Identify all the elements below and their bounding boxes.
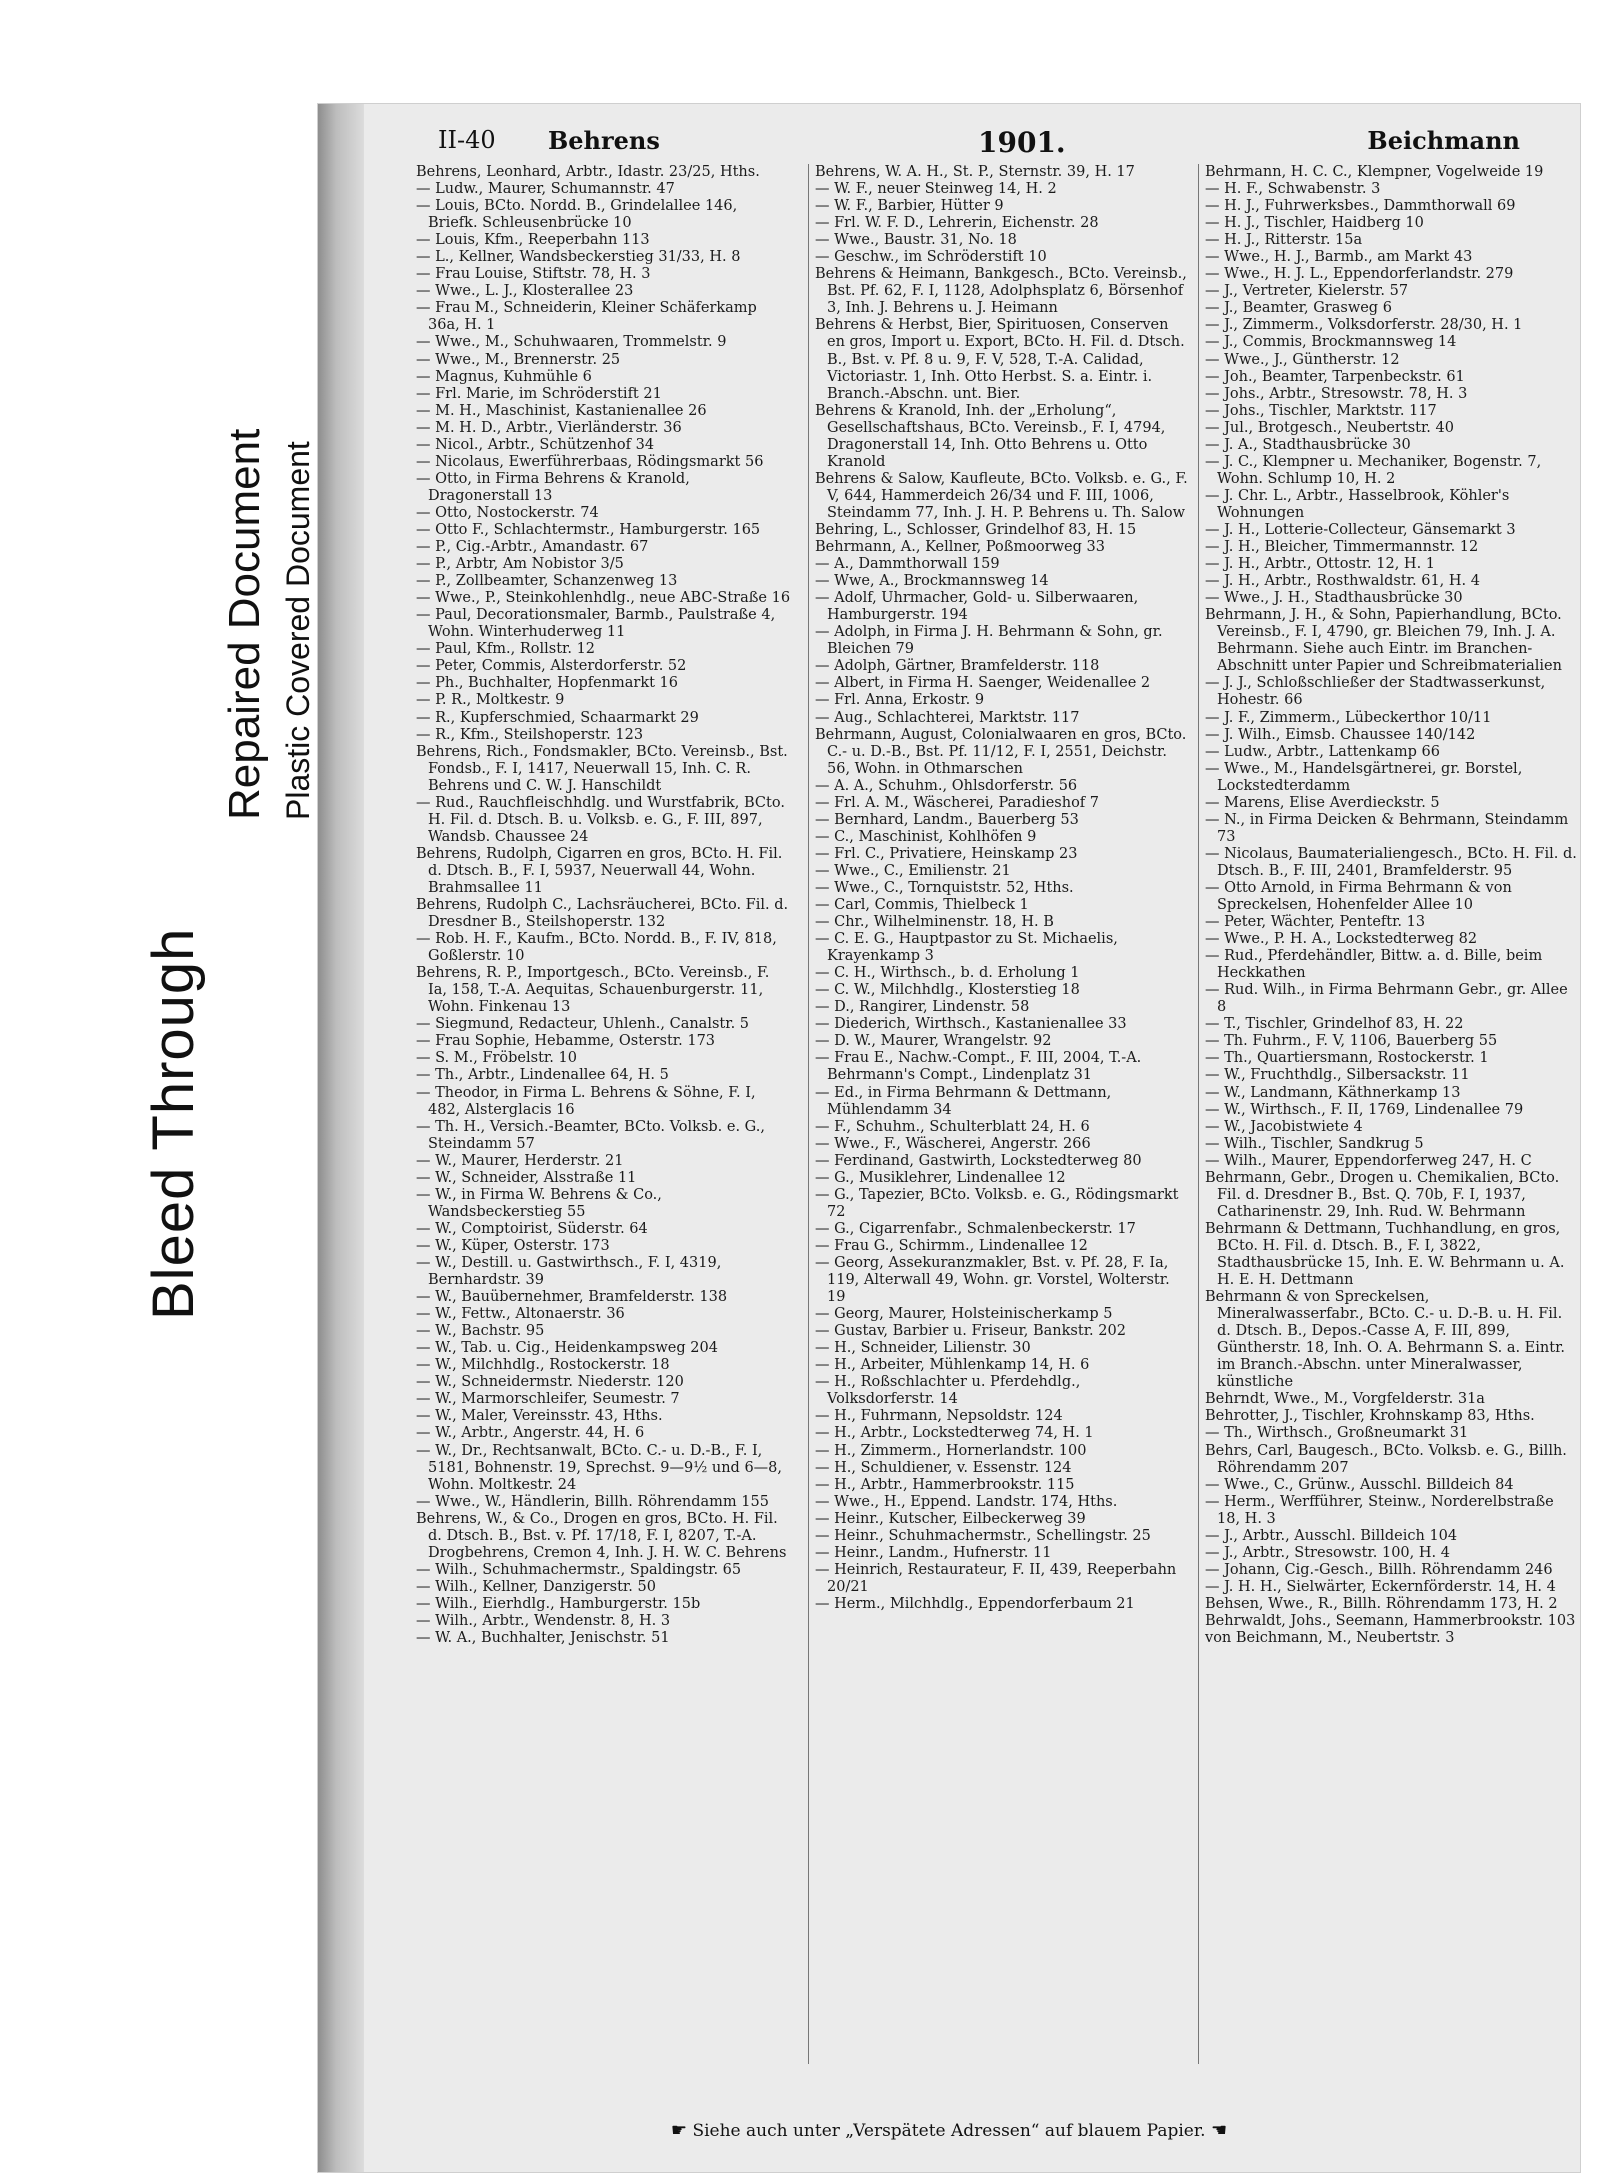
directory-entry: — P., Zollbeamter, Schanzenweg 13 [416,573,678,590]
directory-entry: — Louis, Kfm., Reeperbahn 113 [416,232,650,249]
directory-entry: — Chr., Wilhelminenstr. 18, H. B [815,914,1054,931]
directory-entry: — M. H., Maschinist, Kastanienallee 26 [416,402,707,419]
directory-entry: — Nicolaus, Baumaterialiengesch., BCto. H. Fil. d. Dtsch. B., F. III, 2401, Bramfelderstr. 95 [1205,845,1577,879]
directory-entry: — L., Kellner, Wandsbeckerstieg 31/33, H. 8 [416,249,741,266]
directory-entry: — Ph., Buchhalter, Hopfenmarkt 16 [416,675,679,692]
directory-entry: — Ludw., Arbtr., Lattenkamp 66 [1205,743,1440,760]
directory-entry: — Rud., Pferdehändler, Bittw. a. d. Bille, beim Heckkathen [1205,948,1543,982]
directory-entry: Behrmann, August, Colonialwaaren en gros, BCto. C.- u. D.-B., Bst. Pf. 11/12, F. I, 2551, Deichstr. 56, Wohn. in Othmarschen [815,726,1187,777]
directory-entry: Behrmann, Gebr., Drogen u. Chemikalien, BCto. Fil. d. Dresdner B., Bst. Q. 70b, F. I, 1937, Catharinenstr. 29, Inh. Rud. W. Behrmann [1205,1169,1560,1220]
directory-entry: — W., Schneider, Alsstraße 11 [416,1169,637,1186]
directory-entry: — W., in Firma W. Behrens & Co., Wandsbeckerstieg 55 [416,1186,662,1220]
directory-entry: — J. F., Zimmerm., Lübeckerthor 10/11 [1205,709,1492,726]
directory-entry: Behrmann, H. C. C., Klempner, Vogelweide 19 [1205,164,1544,180]
directory-entry: — P., Cig.-Arbtr., Amandastr. 67 [416,539,649,556]
directory-entry: — Wwe., L. J., Klosterallee 23 [416,283,634,300]
directory-entry: Behrens & Kranold, Inh. der „Erholung“, Gesellschaftshaus, BCto. Vereinsb., F. I, 4794, Dragonerstall 14, Inh. Otto Behrens u. Otto Kranold [815,402,1166,470]
directory-entry: — Ed., in Firma Behrmann & Dettmann, Mühlendamm 34 [815,1084,1112,1118]
directory-entry: — Wwe., M., Brennerstr. 25 [416,351,621,368]
directory-entry: — H., Zimmerm., Hornerlandstr. 100 [815,1442,1087,1459]
directory-entry: Behrndt, Wwe., M., Vorgfelderstr. 31a [1205,1391,1485,1408]
directory-entry: — Wwe., Baustr. 31, No. 18 [815,232,1017,249]
directory-entry: — Paul, Kfm., Rollstr. 12 [416,641,596,658]
directory-entry: — C. E. G., Hauptpastor zu St. Michaelis, Krayenkamp 3 [815,931,1118,965]
directory-entry: — Frau Sophie, Hebamme, Osterstr. 173 [416,1033,716,1050]
directory-entry: — H., Schuldiener, v. Essenstr. 124 [815,1459,1072,1476]
directory-entry: — G., Cigarrenfabr., Schmalenbeckerstr. 17 [815,1220,1136,1237]
directory-entry: — Wwe., P. H. A., Lockstedterweg 82 [1205,931,1478,948]
directory-entry: — Rud., Rauchfleischhdlg. und Wurstfabrik, BCto. H. Fil. d. Dtsch. B. u. Volksb. e. G., F. III, 897, Wandsb. Chaussee 24 [416,794,785,845]
directory-entry: Behrens, Rudolph, Cigarren en gros, BCto. H. Fil. d. Dtsch. B., F. I, 5937, Neuerwall 44, Wohn. Brahmsallee 11 [416,845,783,896]
directory-entry: — Otto, Nostockerstr. 74 [416,504,599,521]
directory-entry: — W., Wirthsch., F. II, 1769, Lindenallee 79 [1205,1101,1524,1118]
directory-entry: Behrens, W., & Co., Drogen en gros, BCto. H. Fil. d. Dtsch. B., Bst. v. Pf. 17/18, F. I, 8207, T.-A. Drogbehrens, Cremon 4, Inh. J. H. W. C. Behrens [416,1510,787,1561]
directory-entry: — W., Comptoirist, Süderstr. 64 [416,1220,648,1237]
directory-entry: — J. H., Lotterie-Collecteur, Gänsemarkt 3 [1205,521,1516,538]
directory-entry: — Louis, BCto. Nordd. B., Grindelallee 146, Briefk. Schleusenbrücke 10 [416,198,738,232]
directory-entry: — Th. H., Versich.-Beamter, BCto. Volksb. e. G., Steindamm 57 [416,1118,765,1152]
directory-entry: — Johs., Tischler, Marktstr. 117 [1205,402,1437,419]
directory-entry: Behrotter, J., Tischler, Krohnskamp 83, Hths. [1205,1408,1535,1425]
directory-entry: — Nicolaus, Ewerführerbaas, Rödingsmarkt 56 [416,453,764,470]
directory-entry: — W., Maurer, Herderstr. 21 [416,1152,624,1169]
directory-entry: — C. H., Wirthsch., b. d. Erholung 1 [815,965,1080,982]
directory-entry: — G., Musiklehrer, Lindenallee 12 [815,1169,1066,1186]
directory-entry: — Paul, Decorationsmaler, Barmb., Paulstraße 4, Wohn. Winterhuderweg 11 [416,607,776,641]
directory-entry: — Adolph, in Firma J. H. Behrmann & Sohn, gr. Bleichen 79 [815,624,1163,658]
directory-entry: — Theodor, in Firma L. Behrens & Söhne, F. I, 482, Alsterglacis 16 [416,1084,756,1118]
directory-entry: — Aug., Schlachterei, Marktstr. 117 [815,709,1080,726]
directory-entry: — A. A., Schuhm., Ohlsdorferstr. 56 [815,777,1078,794]
directory-entry: — H., Arbeiter, Mühlenkamp 14, H. 6 [815,1357,1090,1374]
directory-entry: — Wilh., Eierhdlg., Hamburgerstr. 15b [416,1595,701,1612]
directory-entry: — D., Rangirer, Lindenstr. 58 [815,999,1030,1016]
directory-entry: — Heinr., Landm., Hufnerstr. 11 [815,1544,1052,1561]
directory-entry: — Otto, in Firma Behrens & Kranold, Dragonerstall 13 [416,470,690,504]
column-2 [808,164,1190,2064]
directory-entry: — Geschw., im Schröderstift 10 [815,249,1047,266]
directory-entry: — Frl. Anna, Erkostr. 9 [815,692,985,709]
page-number: II-40 [438,126,496,154]
directory-entry: Behrs, Carl, Baugesch., BCto. Volksb. e. G., Billh. Röhrendamm 207 [1205,1442,1567,1476]
directory-entry: — W., Marmorschleifer, Seumestr. 7 [416,1391,680,1408]
directory-entry: — Jul., Brotgesch., Neubertstr. 40 [1205,419,1454,436]
directory-entry: — J., Vertreter, Kielerstr. 57 [1205,283,1409,300]
directory-entry: — W., Küper, Osterstr. 173 [416,1237,610,1254]
directory-entry: Behsen, Wwe., R., Billh. Röhrendamm 173, H. 2 [1205,1595,1558,1612]
directory-entry: — Frl. C., Privatiere, Heinskamp 23 [815,845,1078,862]
directory-entry: Behrens, R. P., Importgesch., BCto. Vereinsb., F. Ia, 158, T.-A. Aequitas, Schauenburgerstr. 11, Wohn. Finkenau 13 [416,965,770,1016]
directory-entry: — H., Roßschlachter u. Pferdehdlg., Volksdorferstr. 14 [815,1374,1081,1408]
directory-entry: — Wilh., Arbtr., Wendenstr. 8, H. 3 [416,1612,671,1629]
directory-entry: — Ludw., Maurer, Schumannstr. 47 [416,181,675,198]
directory-entry: — Wwe., H. J., Barmb., am Markt 43 [1205,249,1473,266]
directory-entry: — T., Tischler, Grindelhof 83, H. 22 [1205,1016,1464,1033]
directory-entry: Behrmann, J. H., & Sohn, Papierhandlung, BCto. Vereinsb., F. I, 4790, gr. Bleichen 79, Inh. J. A. Behrmann. Siehe auch Eintr. im Branchen-Abschnitt unter Papier und Schreibmaterialien [1205,607,1562,675]
directory-entry: — Wwe., C., Emilienstr. 21 [815,862,1011,879]
directory-entry: — J., Arbtr., Stresowstr. 100, H. 4 [1205,1544,1450,1561]
directory-entry: — Peter, Wächter, Penteftr. 13 [1205,914,1426,931]
directory-entry: — W., Fettw., Altonaerstr. 36 [416,1306,625,1323]
directory-entry: — Frau E., Nachw.-Compt., F. III, 2004, T.-A. Behrmann's Compt., Lindenplatz 31 [815,1050,1142,1084]
directory-entry: — Carl, Commis, Thielbeck 1 [815,897,1029,914]
directory-entry: — P., Arbtr, Am Nobistor 3/5 [416,556,624,573]
directory-entry: — Wilh., Schuhmachermstr., Spaldingstr. 65 [416,1561,742,1578]
directory-entry: — Rud. Wilh., in Firma Behrmann Gebr., gr. Allee 8 [1205,982,1568,1016]
directory-entry: — Wwe., H. J. L., Eppendorferlandstr. 279 [1205,266,1514,283]
directory-entry: — H. J., Fuhrwerksbes., Dammthorwall 69 [1205,198,1516,215]
directory-entry: Behrens, W. A. H., St. P., Sternstr. 39, H. 17 [815,164,1135,180]
directory-entry: — Diederich, Wirthsch., Kastanienallee 33 [815,1016,1127,1033]
directory-entry: — H., Schneider, Lilienstr. 30 [815,1340,1031,1357]
page-footer [318,2120,1580,2141]
directory-entry: — Herm., Milchhdlg., Eppendorferbaum 21 [815,1595,1135,1612]
directory-entry: — Magnus, Kuhmühle 6 [416,368,592,385]
directory-entry: — D. W., Maurer, Wrangelstr. 92 [815,1033,1052,1050]
directory-entry: Behrens, Rich., Fondsmakler, BCto. Vereinsb., Bst. Fondsb., F. I, 1417, Neuerwall 15, Inh. C. R. Behrens und C. W. J. Hanschildt [416,743,788,794]
directory-entry: — F., Schuhm., Schulterblatt 24, H. 6 [815,1118,1090,1135]
directory-entry: Behrmann & Dettmann, Tuchhandlung, en gros, BCto. H. Fil. d. Dtsch. B., F. I, 3822, Stadthausbrücke 15, Inh. E. W. Behrmann u. A. H. E. H. Dettmann [1205,1220,1565,1289]
directory-entry: — Georg, Assekuranzmakler, Bst. v. Pf. 28, F. Ia, 119, Alterwall 49, Wohn. gr. Vorstel, Wolterstr. 19 [815,1255,1170,1306]
directory-entry: — Frau G., Schirmm., Lindenallee 12 [815,1237,1088,1254]
directory-entry: — R., Kfm., Steilshoperstr. 123 [416,726,644,743]
bleed-through-label: Bleed Through [141,927,206,1320]
directory-entry: — Wwe., P., Steinkohlenhdlg., neue ABC-Straße 16 [416,590,791,607]
directory-entry: — J., Zimmerm., Volksdorferstr. 28/30, H. 1 [1205,317,1523,334]
directory-entry: — W., Landmann, Käthnerkamp 13 [1205,1084,1461,1101]
directory-entry: — C., Maschinist, Kohlhöfen 9 [815,828,1037,845]
directory-entry: — Wilh., Tischler, Sandkrug 5 [1205,1135,1424,1152]
directory-entry: — R., Kupferschmied, Schaarmarkt 29 [416,709,699,726]
directory-entry: — Adolf, Uhrmacher, Gold- u. Silberwaaren, Hamburgerstr. 194 [815,590,1139,624]
directory-entry: — W., Destill. u. Gastwirthsch., F. I, 4319, Bernhardstr. 39 [416,1255,722,1289]
directory-entry: — Wwe., J. H., Stadthausbrücke 30 [1205,590,1463,607]
directory-entry: — Heinr., Kutscher, Eilbeckerweg 39 [815,1510,1086,1527]
directory-entry: — J. Chr. L., Arbtr., Hasselbrook, Köhler's Wohnungen [1205,487,1510,521]
directory-entry: — Wilh., Kellner, Danzigerstr. 50 [416,1578,656,1595]
header-right-name: Beichmann [1367,126,1520,155]
directory-entry: — Otto F., Schlachtermstr., Hamburgerstr. 165 [416,521,761,538]
directory-entry: — W., Schneidermstr. Niederstr. 120 [416,1374,684,1391]
directory-entry: — W., Milchhdlg., Rostockerstr. 18 [416,1357,670,1374]
page-header [438,126,1520,166]
directory-entry: — Albert, in Firma H. Saenger, Weidenallee 2 [815,675,1151,692]
directory-entry: — Johann, Cig.-Gesch., Billh. Röhrendamm 246 [1205,1561,1553,1578]
directory-entry: — W., Tab. u. Cig., Heidenkampsweg 204 [416,1340,718,1357]
directory-entry: — Wwe., H., Eppend. Landstr. 174, Hths. [815,1493,1118,1510]
directory-entry: — W., Dr., Rechtsanwalt, BCto. C.- u. D.-B., F. I, 5181, Bohnenstr. 19, Sprechst. 9—9½ und 6—8, Wohn. Moltkestr. 24 [416,1442,783,1493]
directory-entry: — J. H. H., Sielwärter, Eckernförderstr. 14, H. 4 [1205,1578,1556,1595]
directory-entry: — H., Fuhrmann, Nepsoldstr. 124 [815,1408,1063,1425]
repaired-document-label: Repaired Document [220,428,269,820]
directory-entry: — Heinr., Schuhmachermstr., Schellingstr. 25 [815,1527,1151,1544]
directory-entry: — J. J., Schloßschließer der Stadtwasserkunst, Hohestr. 66 [1205,675,1546,709]
column-1 [416,164,791,1647]
directory-entry: — W., Maler, Vereinsstr. 43, Hths. [416,1408,663,1425]
directory-entry: — Gustav, Barbier u. Friseur, Bankstr. 202 [815,1323,1126,1340]
directory-entry: — Wwe., M., Handelsgärtnerei, gr. Borstel, Lockstedterdamm [1205,760,1523,794]
directory-entry: — S. M., Fröbelstr. 10 [416,1050,577,1067]
directory-entry: — H. J., Ritterstr. 15a [1205,232,1363,249]
directory-entry: Behrens & Herbst, Bier, Spirituosen, Conserven en gros, Import u. Export, BCto. H. Fil. d. Dtsch. B., Bst. v. Pf. 8 u. 9, F. V, 528, T.-A. Calidad, Victoriastr. 1, Inh. Otto Herbst. S. a. Eintr. i. Branch.-Abschn. unt. Bier. [815,317,1185,402]
directory-entry: Behrens & Salow, Kaufleute, BCto. Volksb. e. G., F. V, 644, Hammerdeich 26/34 und F. III, 1006, Steindamm 77, Inh. J. H. P. Behrens u. Th. Salow [815,470,1188,521]
directory-entry: — H. F., Schwabenstr. 3 [1205,181,1381,198]
directory-entry: — J. C., Klempner u. Mechaniker, Bogenstr. 7, Wohn. Schlump 10, H. 2 [1205,453,1542,487]
pointing-hand-right-icon: ☛ [670,2120,688,2141]
directory-entry: — W. A., Buchhalter, Jenischstr. 51 [416,1630,670,1647]
directory-entry: — Herm., Werfführer, Steinw., Norderelbstraße 18, H. 3 [1205,1493,1554,1527]
directory-entry: — Th., Wirthsch., Großneumarkt 31 [1205,1425,1469,1442]
directory-entry: — H., Arbtr., Lockstedterweg 74, H. 1 [815,1425,1094,1442]
directory-entry: — W., Bauübernehmer, Bramfelderstr. 138 [416,1289,728,1306]
directory-entry: — Rob. H. F., Kaufm., BCto. Nordd. B., F. IV, 818, Goßlerstr. 10 [416,931,777,965]
directory-entry: — Frl. W. F. D., Lehrerin, Eichenstr. 28 [815,215,1099,232]
directory-entry: — Wwe., W., Händlerin, Billh. Röhrendamm 155 [416,1493,769,1510]
directory-entry: — Wilh., Maurer, Eppendorferweg 247, H. C [1205,1152,1532,1169]
directory-entry: — W. F., Barbier, Hütter 9 [815,198,1004,215]
directory-entry: Behring, L., Schlosser, Grindelhof 83, H. 15 [815,521,1137,538]
directory-entry: — J. Wilh., Eimsb. Chaussee 140/142 [1205,726,1476,743]
directory-entry: — W., Arbtr., Angerstr. 44, H. 6 [416,1425,645,1442]
directory-entry: — Th. Fuhrm., F. V, 1106, Bauerberg 55 [1205,1033,1498,1050]
directory-entry: — W., Fruchthdlg., Silbersackstr. 11 [1205,1067,1470,1084]
directory-entry: — J., Beamter, Grasweg 6 [1205,300,1392,317]
directory-entry: — J. H., Bleicher, Timmermannstr. 12 [1205,539,1479,556]
directory-entry: — Johs., Arbtr., Stresowstr. 78, H. 3 [1205,385,1468,402]
directory-entry: — Th., Quartiersmann, Rostockerstr. 1 [1205,1050,1489,1067]
directory-entry: — Joh., Beamter, Tarpenbeckstr. 61 [1205,368,1465,385]
directory-entry: — J. A., Stadthausbrücke 30 [1205,436,1411,453]
directory-entry: Behrens, Rudolph C., Lachsräucherei, BCto. Fil. d. Dresdner B., Steilshoperstr. 132 [416,897,789,931]
directory-entry: — G., Tapezier, BCto. Volksb. e. G., Rödingsmarkt 72 [815,1186,1179,1220]
directory-entry: — Georg, Maurer, Holsteinischerkamp 5 [815,1306,1113,1323]
directory-entry: Behrens, Leonhard, Arbtr., Idastr. 23/25, Hths. [416,164,760,180]
footer-note: Siehe auch unter „Verspätete Adressen“ auf blauem Papier. [692,2121,1206,2141]
directory-entry: — Wwe, A., Brockmannsweg 14 [815,573,1049,590]
column-3 [1198,164,1580,2064]
directory-entry: — A., Dammthorwall 159 [815,556,1000,573]
directory-entry: — J., Arbtr., Ausschl. Billdeich 104 [1205,1527,1458,1544]
directory-entry: — Wwe., J., Güntherstr. 12 [1205,351,1400,368]
directory-entry: — Wwe., C., Tornquiststr. 52, Hths. [815,879,1074,896]
directory-entry: — Frl. A. M., Wäscherei, Paradieshof 7 [815,794,1099,811]
directory-entry: — J., Commis, Brockmannsweg 14 [1205,334,1457,351]
header-left-name: Behrens [548,126,660,155]
directory-entry: — Adolph, Gärtner, Bramfelderstr. 118 [815,658,1100,675]
directory-entry: — Marens, Elise Averdieckstr. 5 [1205,794,1440,811]
directory-entry: — H., Arbtr., Hammerbrookstr. 115 [815,1476,1075,1493]
plastic-covered-label: Plastic Covered Document [280,441,316,820]
directory-entry: Behrens & Heimann, Bankgesch., BCto. Vereinsb., Bst. Pf. 62, F. I, 1128, Adolphsplatz 6, Börsenhof 3, Inh. J. Behrens u. J. Heimann [815,266,1187,317]
directory-entry: Behrwaldt, Johs., Seemann, Hammerbrookstr. 103 [1205,1612,1576,1629]
directory-entry: — Otto Arnold, in Firma Behrmann & von Spreckelsen, Hohenfelder Allee 10 [1205,879,1512,914]
directory-entry: — Heinrich, Restaurateur, F. II, 439, Reeperbahn 20/21 [815,1561,1177,1595]
directory-entry: — Wwe., M., Schuhwaaren, Trommelstr. 9 [416,334,727,351]
directory-entry: — Wwe., C., Grünw., Ausschl. Billdeich 84 [1205,1476,1514,1493]
directory-entry: — Th., Arbtr., Lindenallee 64, H. 5 [416,1067,669,1084]
directory-entry: — W., Bachstr. 95 [416,1323,545,1340]
directory-entry: — Frl. Marie, im Schröderstift 21 [416,385,662,402]
directory-entry: — J. H., Arbtr., Ottostr. 12, H. 1 [1205,556,1436,573]
directory-entry: — Frau Louise, Stiftstr. 78, H. 3 [416,266,651,283]
directory-entry: von Beichmann, M., Neubertstr. 3 [1205,1630,1455,1647]
directory-entry: — P. R., Moltkestr. 9 [416,692,565,709]
directory-entry: — J. H., Arbtr., Rosthwaldstr. 61, H. 4 [1205,573,1480,590]
directory-entry: Behrmann, A., Kellner, Poßmoorweg 33 [815,539,1105,556]
header-year: 1901. [978,126,1066,159]
directory-entry: — W., Jacobistwiete 4 [1205,1118,1363,1135]
directory-entry: — W. F., neuer Steinweg 14, H. 2 [815,181,1057,198]
directory-entry: Behrmann & von Spreckelsen, Mineralwasserfabr., BCto. C.- u. D.-B. u. H. Fil. d. Dtsch. B., Depos.-Casse A, F. III, 899, Güntherstr. 18, Inh. O. A. Behrmann S. a. Eintr. im Branch.-Abschn. unter Mineralwasser, künstliche [1205,1289,1566,1391]
directory-entry: — Nicol., Arbtr., Schützenhof 34 [416,436,655,453]
margin-labels [120,320,316,1320]
directory-entry: — Bernhard, Landm., Bauerberg 53 [815,811,1079,828]
directory-entry: — N., in Firma Deicken & Behrmann, Steindamm 73 [1205,811,1569,845]
directory-entry: — Wwe., F., Wäscherei, Angerstr. 266 [815,1135,1091,1152]
directory-entry: — Ferdinand, Gastwirth, Lockstedterweg 80 [815,1152,1142,1169]
directory-page [318,104,1580,2172]
directory-entry: — Peter, Commis, Alsterdorferstr. 52 [416,658,687,675]
directory-entry: — Frau M., Schneiderin, Kleiner Schäferkamp 36a, H. 1 [416,300,757,334]
directory-entry: — H. J., Tischler, Haidberg 10 [1205,215,1424,232]
directory-entry: — M. H. D., Arbtr., Vierländerstr. 36 [416,419,682,436]
directory-entry: — Siegmund, Redacteur, Uhlenh., Canalstr. 5 [416,1016,750,1033]
pointing-hand-left-icon: ☚ [1210,2120,1228,2141]
directory-entry: — C. W., Milchhdlg., Klosterstieg 18 [815,982,1080,999]
